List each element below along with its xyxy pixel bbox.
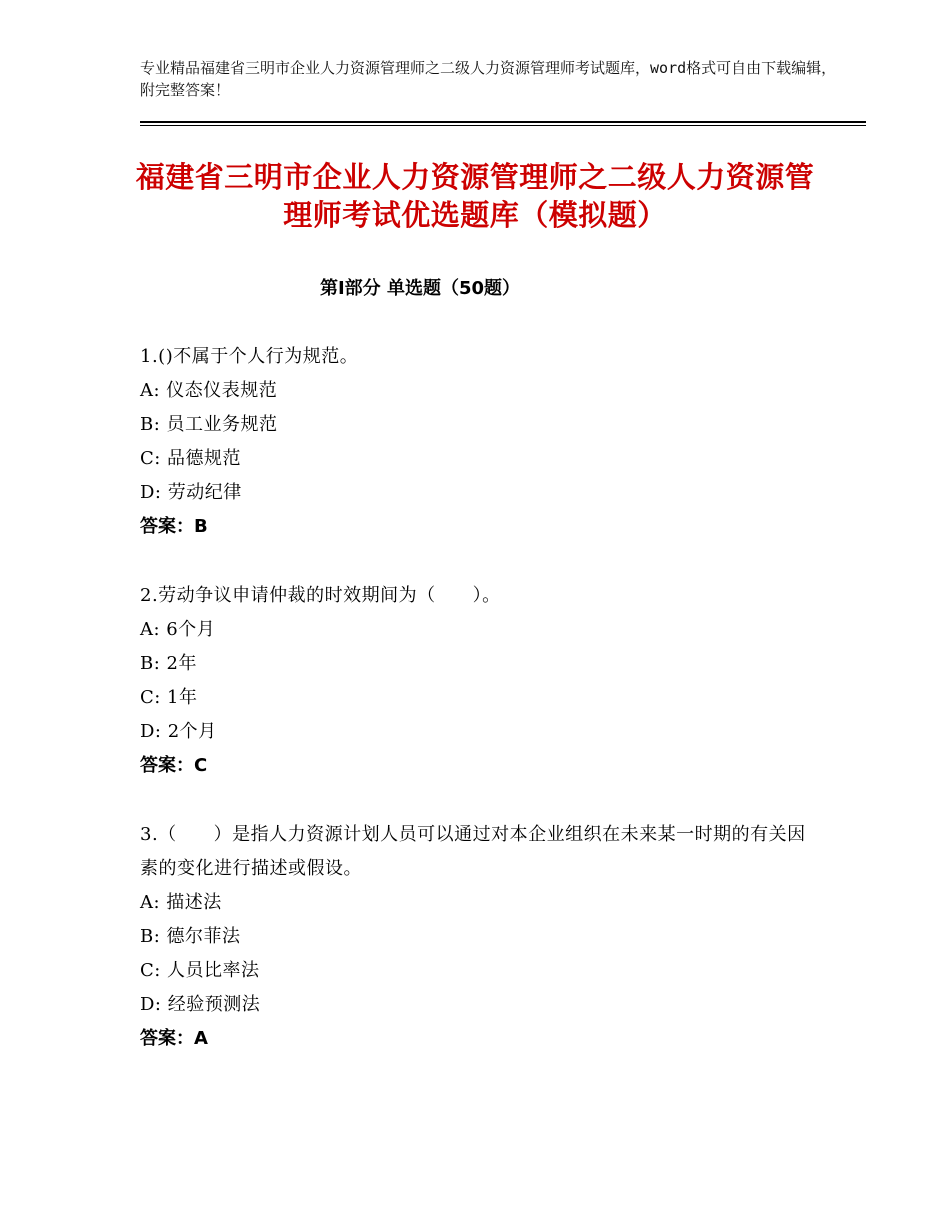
option-d: D: 经验预测法 (140, 994, 261, 1015)
section-heading: 第Ⅰ部分 单选题（50题） (319, 278, 520, 299)
option-d: D: 2个月 (140, 721, 217, 742)
option-b: B: 2年 (140, 653, 197, 674)
answer-line: 答案：B (140, 516, 208, 537)
option-b: B: 德尔菲法 (140, 926, 241, 947)
option-c: C: 人员比率法 (140, 960, 260, 981)
option-c: C: 品德规范 (140, 448, 242, 469)
header-rule-thick (140, 121, 866, 123)
question-stem: 1.()不属于个人行为规范。 (140, 346, 359, 367)
option-d: D: 劳动纪律 (140, 482, 242, 503)
option-a: A: 描述法 (140, 892, 222, 913)
question-1 (140, 340, 820, 544)
answer-line: 答案：A (140, 1028, 208, 1049)
option-b: B: 员工业务规范 (140, 414, 278, 435)
option-a: A: 6个月 (140, 619, 216, 640)
header-note: 专业精品福建省三明市企业人力资源管理师之二级人力资源管理师考试题库，word格式可自由下载编辑，附完整答案！ (140, 59, 837, 99)
question-stem: 3.（ ）是指人力资源计划人员可以通过对本企业组织在未来某一时期的有关因素的变化进行描述或假设。 (140, 824, 806, 879)
option-a: A: 仪态仪表规范 (140, 380, 278, 401)
question-2 (140, 579, 820, 783)
question-3 (140, 818, 820, 1056)
question-stem: 2.劳动争议申请仲裁的时效期间为（ ）。 (140, 585, 501, 606)
header-rule-thin (140, 125, 866, 126)
answer-line: 答案：C (140, 755, 208, 776)
document-title: 福建省三明市企业人力资源管理师之二级人力资源管理师考试优选题库（模拟题） (135, 160, 815, 232)
option-c: C: 1年 (140, 687, 198, 708)
